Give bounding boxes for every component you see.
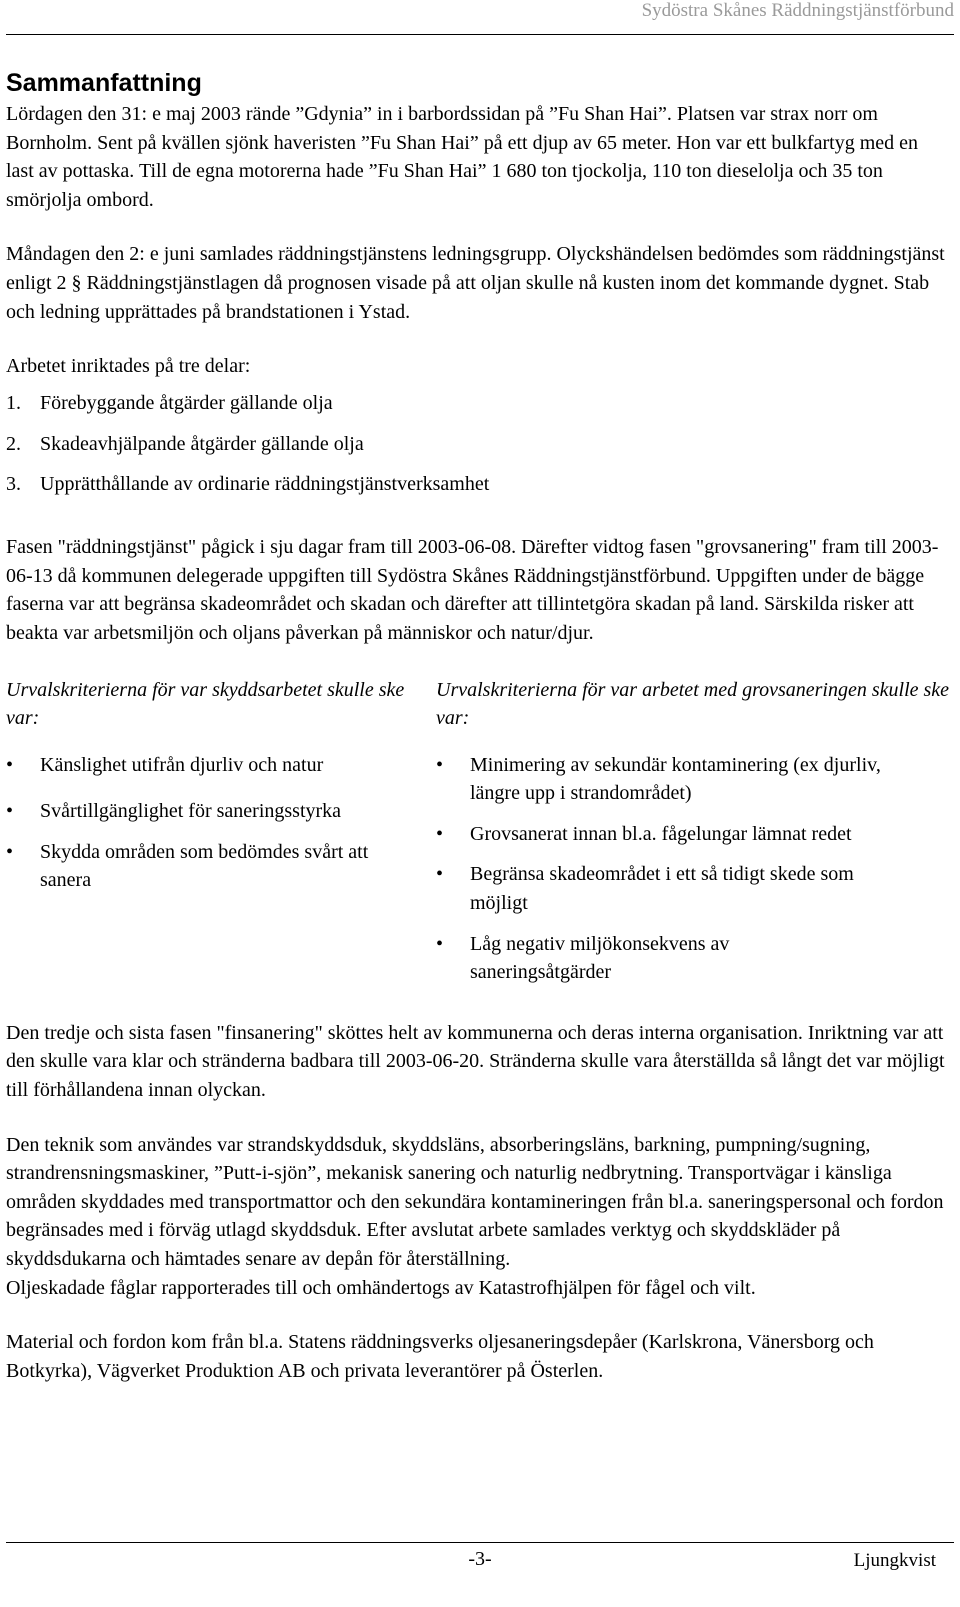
list-item	[6, 751, 436, 780]
task-item	[6, 470, 950, 498]
criteria-protection-list	[6, 751, 436, 895]
list-item	[436, 930, 950, 987]
paragraph-materials: Material och fordon kom från bl.a. Statens räddningsverks oljesaneringsdepåer (Karlskrona, Vänersborg och Botkyrka), Vägverket Produktion AB och privata leverantörer på Österlen.	[6, 1331, 874, 1382]
paragraph-techniques: Den teknik som användes var strandskyddsduk, skyddsläns, absorberingsläns, barkning, pumpning/sugning, strandrensningsmaskiner, ”Putt-i-sjön”, mekanisk sanering och naturlig nedbrytning. Transportvägar i känsliga områden skyddades med transportmattor och den sekundära kontamineringen från bl.a. saneringspersonal och fordon begränsades med i förväg utlagd skyddsduk. Efter avslutat arbete samlades verktyg och skyddskläder på skyddsdukarna och hämtades senare av depån för återställning.	[6, 1133, 944, 1271]
criteria-rough-cleanup	[436, 676, 950, 999]
header-org-name: Sydöstra Skånes Räddningstjänstförbund	[641, 0, 954, 21]
criteria-protection-title: Urvalskriterierna för var skyddsarbetet skulle ske var:	[6, 678, 405, 730]
task-item	[6, 389, 950, 417]
footer-rule	[6, 1542, 954, 1543]
list-item	[436, 820, 950, 849]
bullet-icon: •	[6, 753, 14, 776]
list-item	[436, 751, 950, 808]
task-list	[6, 389, 950, 499]
list-item	[6, 797, 436, 826]
criteria-columns	[6, 676, 950, 999]
task-text: Förebyggande åtgärder gällande olja	[40, 391, 333, 414]
bullet-icon: •	[6, 800, 14, 823]
criteria-text: Skydda områden som bedömdes svårt att sanera	[40, 840, 369, 892]
criteria-rough-cleanup-list	[436, 751, 950, 987]
footer-author: Ljungkvist	[853, 1550, 936, 1571]
criteria-text: Känslighet utifrån djurliv och natur	[40, 753, 324, 776]
paragraph-leadership: Måndagen den 2: e juni samlades räddningstjänstens ledningsgrupp. Olyckshändelsen bedömdes som räddningstjänst enligt 2 § Räddningstjänstlagen då prognosen visade på att oljan skulle nå kusten inom det kommande dygnet. Stab och ledning upprättades på brandstationen i Ystad.	[6, 243, 945, 323]
criteria-text: Svårtillgänglighet för saneringsstyrka	[40, 800, 342, 823]
paragraph-incident: Lördagen den 31: e maj 2003 rände ”Gdynia” in i barbordssidan på ”Fu Shan Hai”. Platsen var strax norr om Bornholm. Sent på kvällen sjönk haveristen ”Fu Shan Hai” på ett djup av 65 meter. Hon var ett bulkfartyg med en last av pottaska. Till de egna motorerna hade ”Fu Shan Hai” 1 680 ton tjockolja, 110 ton dieselolja och 35 ton smörjolja ombord.	[6, 103, 919, 211]
paragraph-birds: Oljeskadade fåglar rapporterades till och omhändertogs av Katastrofhjälpen för fågel och vilt.	[6, 1276, 756, 1299]
list-item	[6, 838, 436, 895]
task-text: Skadeavhjälpande åtgärder gällande olja	[40, 432, 364, 455]
criteria-protection	[6, 676, 436, 999]
paragraph-phases: Fasen "räddningstjänst" pågick i sju dagar fram till 2003-06-08. Därefter vidtog fasen "grovsanering" fram till 2003-06-13 då kommunen delegerade uppgiften till Sydöstra Skånes Räddningstjänstförbund. Uppgiften under de bägge faserna var att begränsa skadeområdet och skadan och därefter att tillintetgöra skadan på land. Särskilda risker att beakta var arbetsmiljön och oljans påverkan på människor och natur/djur.	[6, 536, 939, 644]
task-item	[6, 430, 950, 458]
criteria-text: Begränsa skadeområdet i ett så tidigt skede som möjligt	[470, 863, 854, 915]
task-number: 3.	[6, 473, 21, 496]
page-header	[0, 0, 960, 36]
bullet-icon: •	[436, 932, 444, 955]
bullet-icon: •	[436, 822, 444, 845]
task-text: Upprätthållande av ordinarie räddningstjänstverksamhet	[40, 473, 490, 496]
section-title: Sammanfattning	[6, 69, 202, 97]
task-number: 1.	[6, 391, 21, 414]
page-number: -3-	[468, 1548, 492, 1570]
bullet-icon: •	[436, 863, 444, 886]
header-rule	[6, 34, 954, 35]
document-body	[6, 66, 950, 1385]
paragraph-fine-cleanup: Den tredje och sista fasen "finsanering" sköttes helt av kommunerna och deras interna organisation. Inriktning var att den skulle vara klar och stränderna badbara till 2003-06-20. Stränderna skulle vara återställda så långt det var möjligt till förhållandena innan olyckan.	[6, 1021, 945, 1102]
criteria-rough-cleanup-title: Urvalskriterierna för var arbetet med grovsaneringen skulle ske var:	[436, 678, 950, 730]
list-item	[436, 860, 950, 917]
bullet-icon: •	[436, 753, 444, 776]
paragraph-tasks-intro: Arbetet inriktades på tre delar:	[6, 355, 251, 378]
criteria-text: Grovsanerat innan bl.a. fågelungar lämnat redet	[470, 822, 852, 845]
bullet-icon: •	[6, 840, 14, 863]
task-number: 2.	[6, 432, 21, 455]
criteria-text: Låg negativ miljökonsekvens av saneringsåtgärder	[470, 932, 730, 984]
criteria-text: Minimering av sekundär kontaminering (ex djurliv, längre upp i strandområdet)	[470, 753, 881, 805]
